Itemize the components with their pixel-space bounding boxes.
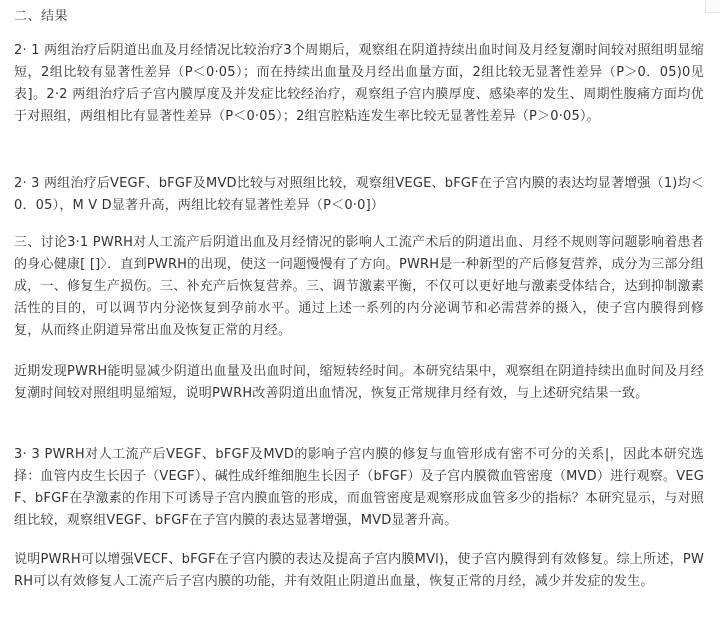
corner-mark <box>705 0 720 13</box>
section-heading: 二、结果 <box>14 9 69 24</box>
paragraph-results-2-3: 2· 3 两组治疗后VEGF、bFGF及MVD比较与对照组比较，观察组VEGE、bFGF在子宫内膜的表达均显著增强（1)均＜0．05），M V D显著升高，两组比较有显著性差异（P＜0·0]） <box>14 176 704 213</box>
paragraph-conclusion: 说明PWRH可以增强VECF、bFGF在子宫内膜的表达及提高子宫内膜MVl)，使子宫内膜得到有效修复。综上所述，PWRH可以有效修复人工流产后子宫内膜的功能，并有效阻止阴道出血量，恢复正常的月经，减少并发症的发生。 <box>14 552 704 589</box>
paragraph-discussion-3-1: 三、讨论3·1 PWRH对人工流产后阴道出血及月经情况的影响人工流产术后的阴道出血、月经不规则等问题影响着患者的身心健康[ []〉．直到PWRH的出现，使这一问题慢慢有了方向。PWRH是一种新型的产后修复营养，成分为三部分组成，一、修复生产损伤。三、补充产后恢复营养。三、调节激素平衡，不仅可以更好地与激素受体结合，达到抑制激素活性的目的，可以调节内分泌恢复到孕前水平。通过上述一系列的内分泌调节和必需营养的摄入，使子宫内膜得到修复，从而终止阴道异常出血及恢复正常的月经。 <box>14 235 704 338</box>
paragraph-results-2-1: 2· 1 两组治疗后阴道出血及月经情况比较治疗3个周期后，观察组在阴道持续出血时间及月经复潮时间较对照组明显缩短，2组比较有显著性差异（P＜0·05）；而在持续出血量及月经出血量方面，2组比较无显著性差异（P＞0．05)0见表]。2·2 两组治疗后子宫内膜厚度及并发症比较经治疗，观察组子宫内膜厚度、感染率的发生、周期性腹痛方面均优于对照组，两组相比有显著性差异（P＜0·05）；2组宫腔粘连发生率比较无显著性差异（P＞0·05）。 <box>14 43 704 124</box>
paragraph-recent-findings: 近期发现PWRH能明显减少阴道出血量及出血时间，缩短转经时间。本研究结果中，观察组在阴道持续出血时间及月经复潮时间较对照组明显缩短，说明PWRH改善阴道出血情况，恢复正常规律月经有效，与上述研究结果一致。 <box>14 364 704 401</box>
paragraph-discussion-3-3: 3· 3 PWRH对人工流产后VEGF、bFGF及MVD的影响子宫内膜的修复与血管形成有密不可分的关系|，因此本研究选择：血管内皮生长因子（VEGF）、碱性成纤维细胞生长因子（bFGF）及子宫内膜微血管密度（MVD）进行观察。VEGF、bFGF在孕激素的作用下可诱导子宫内膜血管的形成，而血管密度是观察形成血管多少的指标？本研究显示，与对照组比较，观察组VEGF、bFGF在子宫内膜的表达显著增强，MVD显著升高。 <box>14 447 704 528</box>
